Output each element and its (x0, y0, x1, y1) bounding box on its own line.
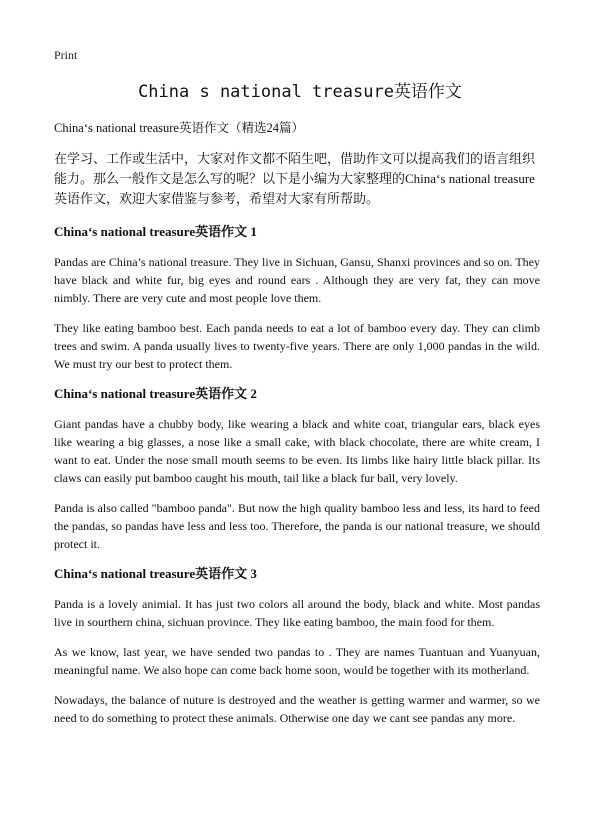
essay-3 (54, 565, 540, 727)
print-link[interactable]: Print (54, 48, 78, 62)
essay-paragraph: Panda is also called "bamboo panda". But now the high quality bamboo less and less, its hard to feed the pandas, so pandas have less and less too. Therefore, the panda is our national treasure, we should protect it. (54, 501, 540, 551)
essay-paragraph: Nowadays, the balance of nuture is destroyed and the weather is getting warmer and warmer, so we need to do something to protect these animals. Otherwise one day we cant see pandas any more. (54, 693, 540, 725)
essay-2 (54, 385, 540, 553)
essay-paragraph: As we know, last year, we have sended two pandas to . They are names Tuantuan and Yuanyuan, meaningful name. We also hope can come back home soon, would be together with its motherland. (54, 645, 540, 677)
essay-paragraph: Pandas are China’s national treasure. They live in Sichuan, Gansu, Shanxi provinces and so on. They have black and white fur, big eyes and round ears . Although they are very fat, they can move nimbly. There are very cute and most people love them. (54, 255, 540, 305)
essay-paragraph: Panda is a lovely animial. It has just two colors all around the body, black and white. Most pandas live in sourthern china, sichuan province. They like eating bamboo, the main food for them. (54, 597, 540, 629)
essay-heading: China‘s national treasure英语作文 3 (54, 566, 257, 581)
article-subtitle: China‘s national treasure英语作文（精选24篇） (54, 121, 304, 135)
page-title: China s national treasure英语作文 (138, 82, 462, 102)
essay-paragraph: They like eating bamboo best. Each panda needs to eat a lot of bamboo every day. They can climb trees and swim. A panda usually lives to twenty-five years. There are only 1,000 pandas in the wild. We must try our best to protect them. (54, 321, 540, 371)
article-content (54, 119, 540, 739)
essay-1 (54, 223, 540, 373)
essay-paragraph: Giant pandas have a chubby body, like wearing a black and white coat, triangular ears, black eyes like wearing a big glasses, a nose like a small cake, with black chocolate, there are white cream, I want to eat. Under the nose small mouth seems to be even. Its limbs like hairy little black pillar. Its claws can easily put bamboo caught his mouth, tail like a black fur ball, very lovely. (54, 417, 540, 485)
essay-heading: China‘s national treasure英语作文 2 (54, 386, 257, 401)
intro-paragraph: 在学习、工作或生活中，大家对作文都不陌生吧，借助作文可以提高我们的语言组织能力。那么一般作文是怎么写的呢？以下是小编为大家整理的China‘s national treasure英语作文，欢迎大家借鉴与参考，希望对大家有所帮助。 (54, 151, 536, 206)
essay-heading: China‘s national treasure英语作文 1 (54, 224, 257, 239)
